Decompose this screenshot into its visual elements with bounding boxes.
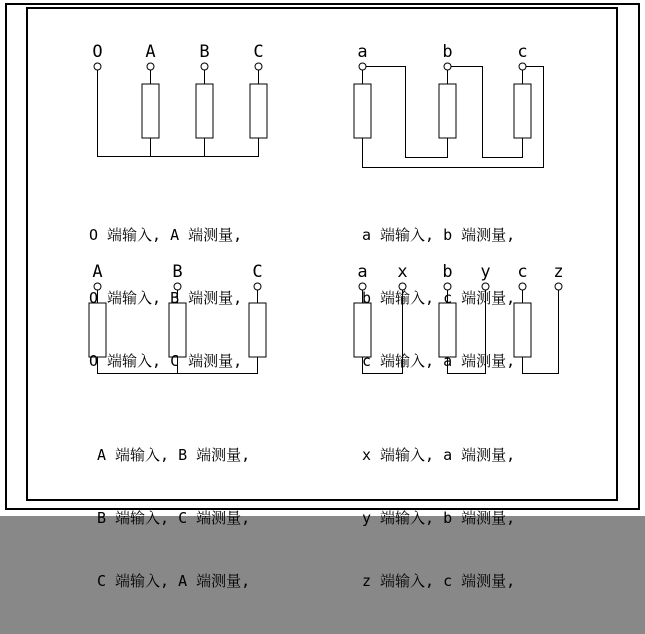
caption-line: O 端输入, C 端测量, [89,352,243,370]
terminal-b [444,63,451,70]
winding-a [354,84,371,138]
terminal-z [555,283,562,290]
caption-line: A 端输入, B 端测量, [97,446,251,464]
terminal-label-C: C [252,262,263,282]
terminal-B [201,63,208,70]
terminal-label-B: B [172,262,183,282]
terminal-label-C: C [253,42,264,62]
caption-line: C 端输入, A 端测量, [97,572,251,590]
diagram-star-with-neutral [92,42,267,157]
caption-line: O 端输入, B 端测量, [89,289,243,307]
terminal-C [254,283,261,290]
terminal-label-b: b [442,42,453,62]
terminal-C [255,63,262,70]
caption-top-left [89,183,242,414]
wires [98,70,259,157]
terminal-label-x: x [397,262,408,282]
caption-bottom-left [97,403,250,634]
caption-line: B 端输入, C 端测量, [97,509,251,527]
terminal-label-b: b [442,262,453,282]
caption-line: c 端输入, a 端测量, [362,352,516,370]
winding-C [249,303,266,357]
terminal-label-y: y [480,262,491,282]
terminal-label-a: a [357,262,368,282]
terminal-a [359,63,366,70]
caption-line: z 端输入, c 端测量, [362,572,516,590]
winding-c [514,303,531,357]
terminal-A [147,63,154,70]
terminal-label-c: c [517,262,528,282]
caption-top-right [362,183,515,414]
winding-b [439,84,456,138]
winding-C [250,84,267,138]
caption-line: b 端输入, c 端测量, [362,289,516,307]
terminal-label-A: A [145,42,156,62]
caption-line: O 端输入, A 端测量, [89,226,243,244]
caption-line: y 端输入, b 端测量, [362,509,516,527]
terminal-label-A: A [92,262,103,282]
diagram-delta [354,42,544,168]
winding-c [514,84,531,138]
caption-line: x 端输入, a 端测量, [362,446,516,464]
terminal-label-B: B [199,42,210,62]
terminal-label-c: c [517,42,528,62]
winding-A [142,84,159,138]
caption-line: a 端输入, b 端测量, [362,226,516,244]
terminal-label-a: a [357,42,368,62]
winding-B [196,84,213,138]
terminal-c [519,63,526,70]
terminal-c [519,283,526,290]
terminal-O [94,63,101,70]
terminal-label-z: z [553,262,564,282]
terminal-label-O: O [92,42,103,62]
caption-bottom-right [362,403,515,634]
